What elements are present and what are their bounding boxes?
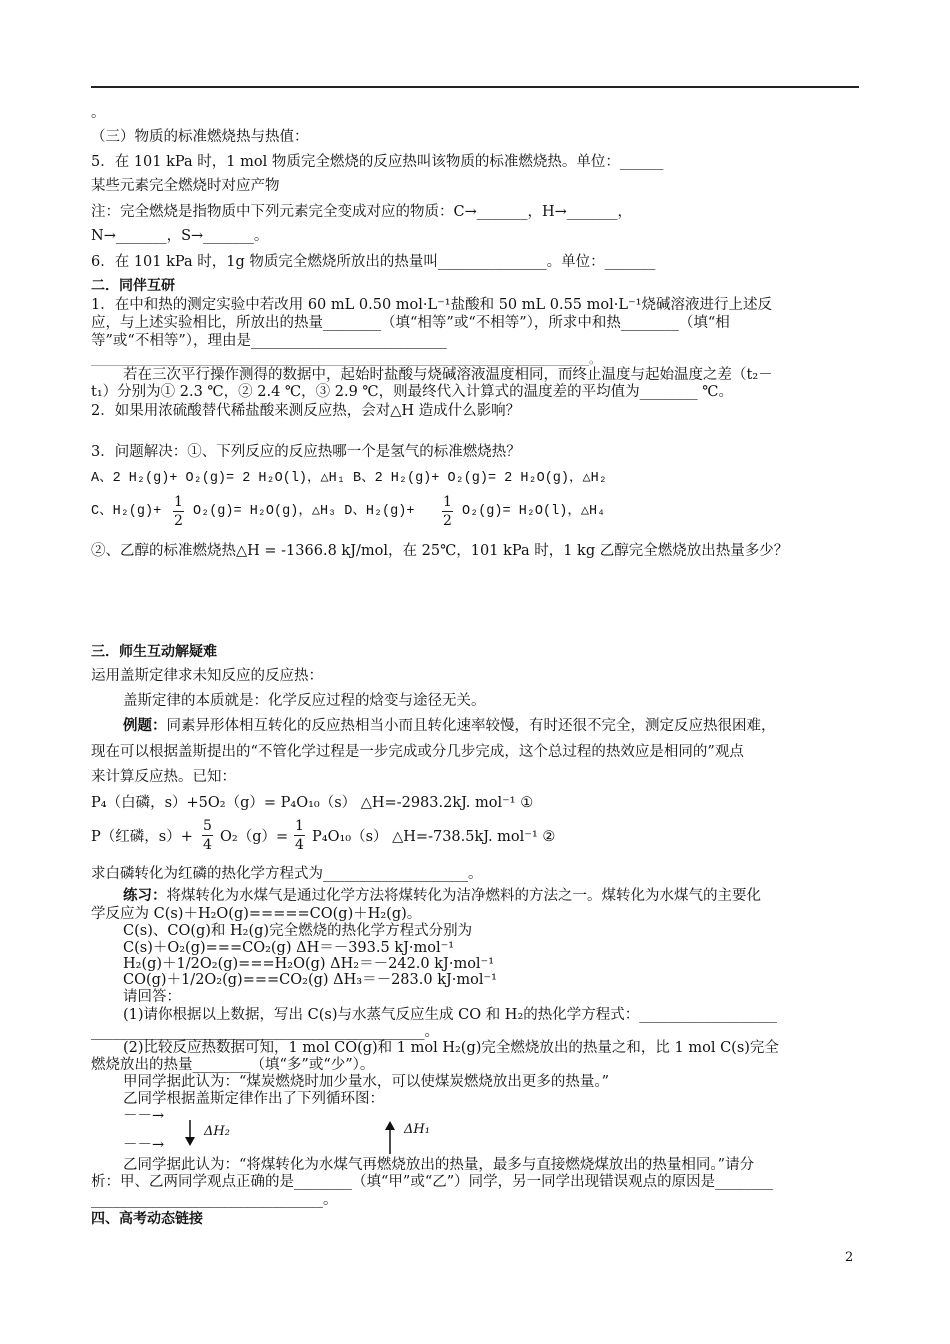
equation-line: O₂（g）= <box>220 829 289 845</box>
text-line: 乙同学根据盖斯定律作出了下列循环图： <box>123 1091 384 1107</box>
text-line: 将煤转化为水煤气是通过化学方法将煤转化为洁净燃料的方法之一。煤转化为水煤气的主要化 <box>166 888 761 904</box>
fraction: 1 4 <box>295 818 304 853</box>
text-line: 来计算反应热。已知： <box>91 769 236 785</box>
example-line <box>123 717 776 735</box>
section-heading: 四、高考动态链接 <box>91 1211 203 1227</box>
text-line: ___________________________________________________________________________________。 <box>91 352 602 366</box>
text-line: ②、乙醇的标准燃烧热△H = -1366.8 kJ/mol，在 25℃，101 kPa 时，1 kg 乙醇完全燃烧放出热量多少？ <box>91 543 789 559</box>
option-line-d: O₂(g)= H₂O(l)，△H₄ <box>462 504 606 519</box>
page-number: 2 <box>845 1250 854 1265</box>
text-line: t₁）分别为① 2.3 ℃，② 2.4 ℃，③ 2.9 ℃，则最终代入计算式的温度差的平均值为________ ℃。 <box>91 384 733 400</box>
down-arrow-icon <box>180 1118 200 1148</box>
equation-line: P（红磷，s）+ <box>91 829 193 845</box>
text-line: (2)比较反应热数据可知，1 mol CO(g)和 1 mol H₂(g)完全燃烧放出的热量之和，比 1 mol C(s)完全 <box>123 1040 779 1056</box>
cycle-dash-top: －－→ <box>123 1108 165 1124</box>
subsection-heading: （三）物质的标准燃烧热与热值： <box>91 129 309 145</box>
equation-line: C(s)＋O₂(g)===CO₂(g) ΔH＝－393.5 kJ·mol⁻¹ <box>123 940 455 956</box>
delta-h1-label: ΔH₁ <box>404 1122 430 1137</box>
cycle-dash-bottom: －－→ <box>123 1137 165 1153</box>
text-line: ________________________________。 <box>91 1192 338 1208</box>
up-arrow-icon <box>380 1120 400 1156</box>
text-line: 请回答： <box>123 989 181 1005</box>
text-line: 5．在 101 kPa 时，1 mol 物质完全燃烧的反应热叫该物质的标准燃烧热。单位：______ <box>91 154 664 170</box>
fraction: 5 4 <box>203 818 212 853</box>
text-line: 3．问题解决：①、下列反应的反应热哪一个是氢气的标准燃烧热？ <box>91 444 521 460</box>
text-line: 燃烧放出的热量________（填“多”或“少”）。 <box>91 1057 375 1073</box>
fraction: 1 2 <box>174 494 183 529</box>
text-line: C(s)、CO(g)和 H₂(g)完全燃烧的热化学方程式分别为 <box>123 923 473 939</box>
practice-label: 练习： <box>123 887 167 904</box>
text-line: 2．如果用浓硫酸替代稀盐酸来测反应热，会对△H 造成什么影响？ <box>91 403 521 419</box>
text-line: 若在三次平行操作测得的数据中，起始时盐酸与烧碱溶液温度相同，而终止温度与起始温度之差（t₂－ <box>123 367 773 383</box>
delta-h2-label: ΔH₂ <box>204 1124 230 1139</box>
text-line: N→_______，S→_______。 <box>91 228 269 244</box>
practice-line <box>123 887 761 905</box>
text-line: 学反应为 C(s)＋H₂O(g)=====CO(g)＋H₂(g)。 <box>91 906 422 922</box>
text-line: 乙同学据此认为：“将煤转化为水煤气再燃烧放出的热量，最多与直接燃烧煤放出的热量相同。”请分 <box>123 1157 755 1173</box>
option-line: A、2 H₂(g)+ O₂(g)= 2 H₂O(l)，△H₁ B、2 H₂(g)+ O₂(g)= 2 H₂O(g)，△H₂ <box>91 471 607 486</box>
fraction: 1 2 <box>443 494 452 529</box>
text-line: 盖斯定律的本质就是：化学反应过程的焓变与途径无关。 <box>123 693 486 709</box>
text-line: 甲同学据此认为：“煤炭燃烧时加少量水，可以使煤炭燃烧放出更多的热量。” <box>123 1074 610 1090</box>
text-line: ______________________________________________。 <box>91 1024 439 1040</box>
equation-line: P₄O₁₀（s） △H=-738.5kJ. mol⁻¹ ② <box>312 829 556 845</box>
text-line: 运用盖斯定律求未知反应的反应热： <box>91 668 323 684</box>
equation-line: H₂(g)＋1/2O₂(g)===H₂O(g) ΔH₂＝－242.0 kJ·mol⁻¹ <box>123 956 495 972</box>
option-line-c: C、H₂(g)+ <box>91 504 162 519</box>
header-rule <box>91 86 859 88</box>
text-line: 6．在 101 kPa 时，1g 物质完全燃烧所放出的热量叫_______________。单位：_______ <box>91 254 656 270</box>
text-line: 析：甲、乙两同学观点正确的是________（填“甲”或“乙”）同学，另一同学出现错误观点的原因是________ <box>91 1174 774 1190</box>
text-line: 1．在中和热的测定实验中若改用 60 mL 0.50 mol·L⁻¹盐酸和 50 mL 0.55 mol·L⁻¹烧碱溶液进行上述反 <box>91 297 772 313</box>
text-line: 注：完全燃烧是指物质中下列元素完全变成对应的物质：C→_______，H→_______， <box>91 204 633 220</box>
equation-line: CO(g)＋1/2O₂(g)===CO₂(g) ΔH₃＝－283.0 kJ·mol⁻¹ <box>123 972 497 988</box>
example-label: 例题： <box>123 717 167 734</box>
text-line: (1)请你根据以上数据，写出 C(s)与水蒸气反应生成 CO 和 H₂的热化学方程式：___________________ <box>123 1007 778 1023</box>
option-line-cd: O₂(g)= H₂O(g)，△H₃ D、H₂(g)+ <box>193 504 415 519</box>
text-line: 现在可以根据盖斯提出的“不管化学过程是一步完成或分几步完成，这个总过程的热效应是相同的”观点 <box>91 744 744 760</box>
section-heading: 三．师生互动解疑难 <box>91 644 217 660</box>
text-line: 同素异形体相互转化的反应热相当小而且转化速率较慢，有时还很不完全，测定反应热很困难， <box>166 718 776 734</box>
text-line: 应，与上述实验相比，所放出的热量________（填“相等”或“不相等”），所求中和热________（填“相 <box>91 315 730 331</box>
text-line: 等”或“不相等”），理由是___________________________ <box>91 333 447 349</box>
text-line: 。 <box>91 105 106 121</box>
section-heading: 二．同伴互研 <box>91 278 175 294</box>
equation-line: P₄（白磷，s）+5O₂（g）= P₄O₁₀（s） △H=-2983.2kJ. mol⁻¹ ① <box>91 795 534 811</box>
text-line: 求白磷转化为红磷的热化学方程式为____________________。 <box>91 866 483 882</box>
text-line: 某些元素完全燃烧时对应产物 <box>91 178 280 194</box>
